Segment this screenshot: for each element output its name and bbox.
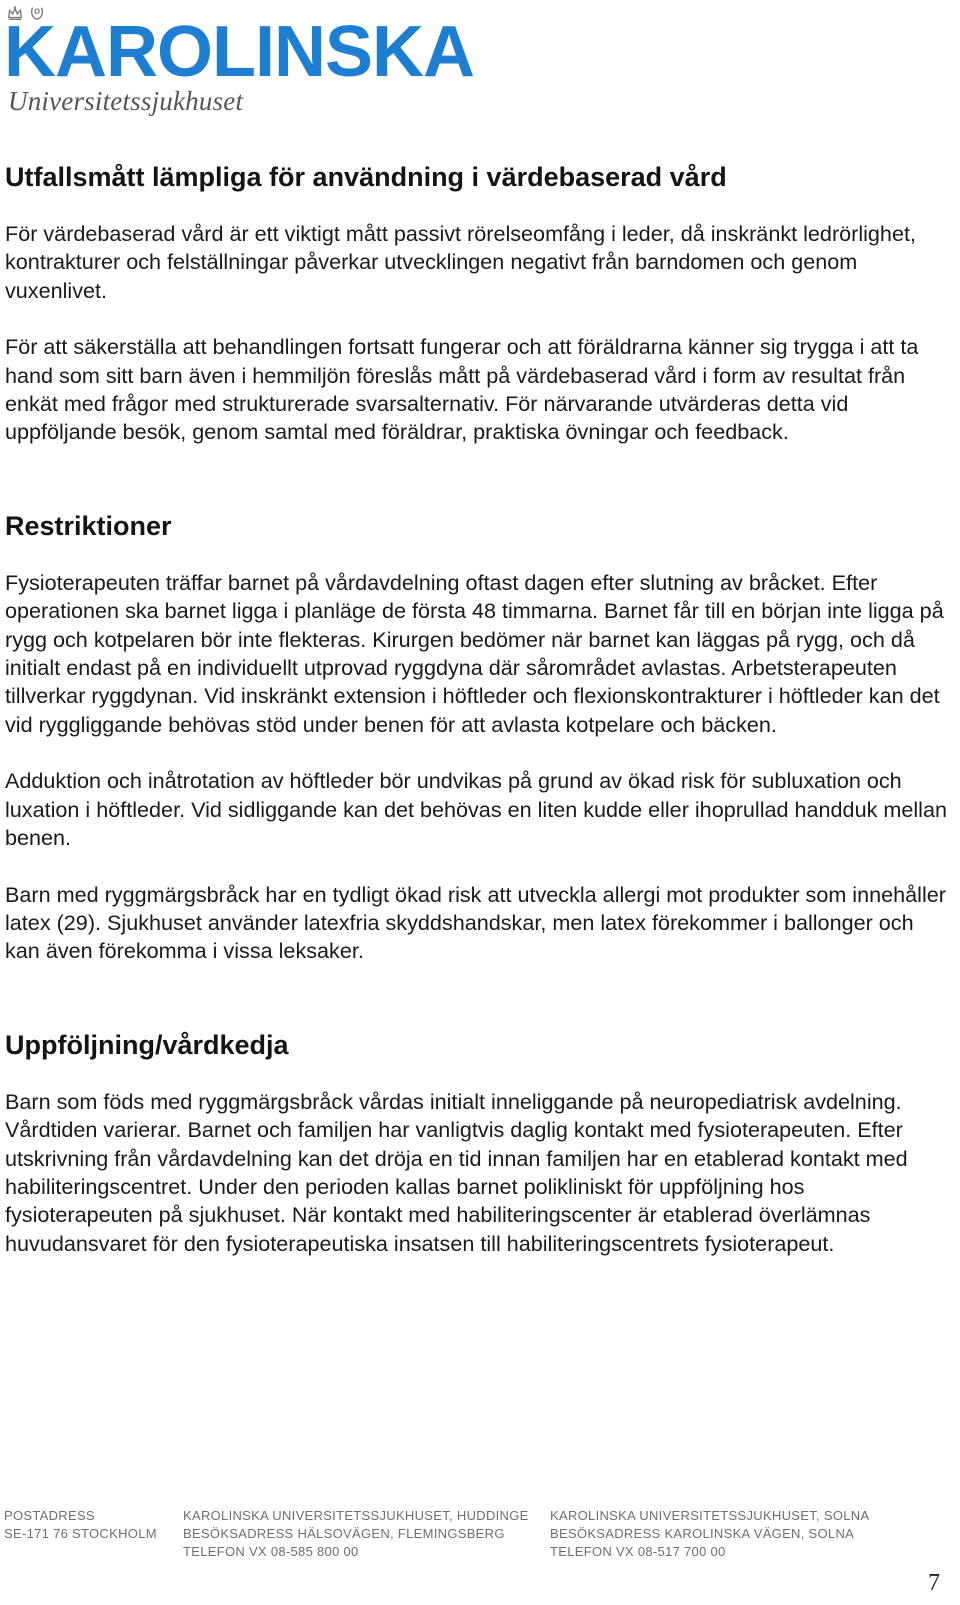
- footer-line: SE-171 76 STOCKHOLM: [4, 1526, 157, 1541]
- page-footer: [4, 1507, 960, 1567]
- paragraph: För att säkerställa att behandlingen fortsatt fungerar och att föräldrarna känner sig trygga i att ta hand som sitt barn även i hemmiljön föreslås mått på värdebaserad vård i form av resultat från enkät med frågor med strukturerade svarsalternativ. För närvarande utvärderas detta vid uppföljande besök, genom samtal med föräldrar, praktiska övningar och feedback.: [5, 334, 919, 445]
- footer-line: KAROLINSKA UNIVERSITETSSJUKHUSET, HUDDINGE: [183, 1508, 529, 1523]
- section-heading-follow-up: Uppföljning/vårdkedja: [5, 1029, 289, 1060]
- logo-wordmark: KAROLINSKA: [4, 12, 474, 92]
- paragraph: Fysioterapeuten träffar barnet på vårdavdelning oftast dagen efter slutning av bråcket. Efter operationen ska barnet ligga i planläge de första 48 timmarna. Barnet får till en början inte ligga på rygg och kotpelaren bör inte flekteras. Kirurgen bedömer när barnet kan läggas på rygg, och då initialt endast på en individuellt utprovad ryggdyna där sårområdet avlastas. Arbetsterapeuten tillverkar ryggdynan. Vid inskränkt extension i höftleder och flexionskontrakturer i höftleder kan det vid ryggliggande behövas stöd under benen för att avlasta kotpelare och bäcken.: [5, 569, 944, 737]
- footer-huddinge: [183, 1507, 529, 1561]
- logo-subtitle: Universitetssjukhuset: [8, 86, 244, 116]
- footer-line: TELEFON VX 08-517 700 00: [550, 1544, 726, 1559]
- footer-solna: [550, 1507, 869, 1561]
- section-heading-outcome-measures: Utfallsmått lämpliga för användning i värdebaserad vård: [5, 162, 727, 192]
- section-heading-restrictions: Restriktioner: [5, 510, 172, 541]
- document-body: [5, 160, 950, 1258]
- paragraph: Barn med ryggmärgsbråck har en tydligt ökad risk att utveckla allergi mot produkter som innehåller latex (29). Sjukhuset använder latexfria skyddshandskar, men latex förekommer i ballonger och kan även förekomma i vissa leksaker.: [5, 881, 946, 964]
- footer-line: TELEFON VX 08-585 800 00: [183, 1544, 359, 1559]
- page-number: 7: [928, 1570, 940, 1596]
- paragraph: Barn som föds med ryggmärgsbråck vårdas initialt inneliggande på neuropediatrisk avdelning. Vårdtiden varierar. Barnet och familjen har vanligtvis daglig kontakt med fysioterapeuten. Efter utskrivning från vårdavdelning kan det dröja en tid innan familjen har en etablerad kontakt med habiliteringscentret. Under den perioden kallas barnet polikliniskt för uppföljning hos fysioterapeuten på sjukhuset. När kontakt med habiliteringscenter är etablerad överlämnas huvudansvaret för den fysioterapeutiska insatsen till habiliteringscentrets fysioterapeut.: [5, 1088, 908, 1256]
- footer-postal-address: [4, 1507, 157, 1543]
- footer-line: BESÖKSADRESS HÄLSOVÄGEN, FLEMINGSBERG: [183, 1526, 505, 1541]
- footer-line: BESÖKSADRESS KAROLINSKA VÄGEN, SOLNA: [550, 1526, 855, 1541]
- karolinska-logo: [6, 4, 506, 119]
- footer-line: POSTADRESS: [4, 1508, 95, 1523]
- paragraph: Adduktion och inåtrotation av höftleder bör undvikas på grund av ökad risk för subluxation och luxation i höftleder. Vid sidliggande kan det behövas en liten kudde eller ihoprullad handduk mellan benen.: [5, 768, 947, 851]
- footer-line: KAROLINSKA UNIVERSITETSSJUKHUSET, SOLNA: [550, 1508, 870, 1523]
- paragraph: För värdebaserad vård är ett viktigt mått passivt rörelseomfång i leder, då inskränkt ledrörlighet, kontrakturer och felställningar påverkar utvecklingen negativt från barndomen och genom vuxenlivet.: [5, 221, 916, 303]
